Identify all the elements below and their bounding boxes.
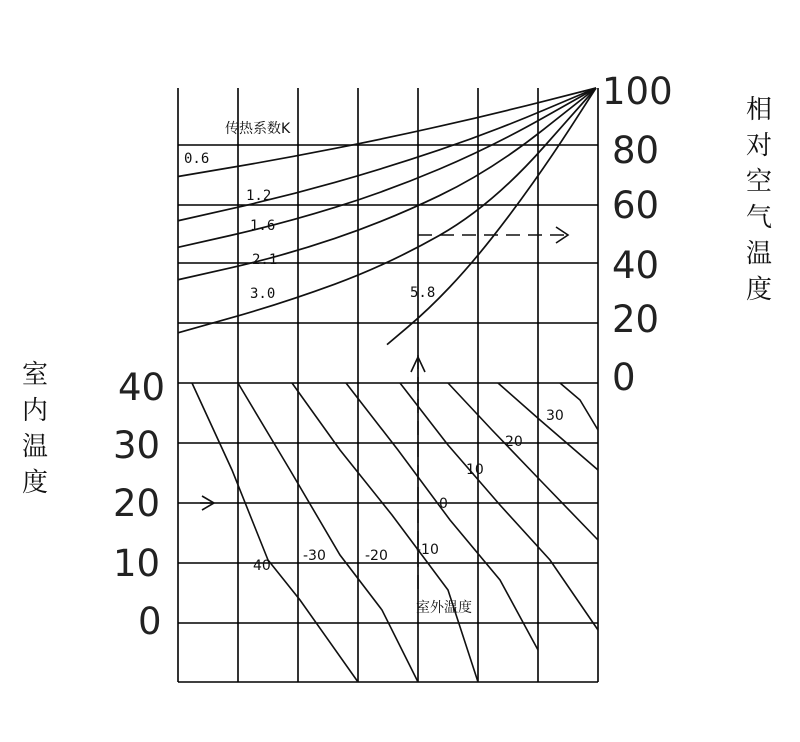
indoor-tick-20: 20 — [113, 482, 161, 525]
rh-axis-title — [744, 92, 774, 308]
reading-arrows — [200, 227, 568, 590]
outdoor-line-20 — [498, 383, 598, 470]
indoor-tick-30: 30 — [113, 424, 161, 467]
temperature-lines — [192, 383, 598, 682]
k-label-3-0: 3.0 — [250, 286, 276, 302]
rh-tick-80: 80 — [612, 129, 660, 172]
outdoor-line--30 — [238, 383, 418, 682]
k-label-2-1: 2.1 — [252, 252, 278, 268]
indoor-tick-10: 10 — [113, 542, 161, 585]
outdoor-caption: 室外温度 — [416, 600, 472, 616]
outdoor-line--20 — [292, 383, 478, 682]
k-curve-1-2 — [178, 88, 596, 221]
outdoor-label-neg30: -30 — [303, 548, 326, 564]
grid-lines — [178, 88, 598, 682]
indoor-tick-40: 40 — [118, 366, 166, 409]
outdoor-label-40: 40 — [253, 558, 271, 574]
rh-axis-title-text: 相 对 空 气 温 度 — [745, 95, 772, 305]
outdoor-label-0: 0 — [439, 496, 448, 512]
rh-tick-100: 100 — [602, 70, 673, 113]
outdoor-line-30 — [560, 383, 598, 430]
outdoor-label-neg20: -20 — [365, 548, 388, 564]
outdoor-line-40 — [192, 383, 358, 682]
outdoor-label-neg10: -10 — [416, 542, 439, 558]
outdoor-label-20: 20 — [505, 434, 523, 450]
rh-tick-20: 20 — [612, 298, 660, 341]
rh-tick-40: 40 — [612, 244, 660, 287]
k-curve-2-1 — [178, 88, 596, 280]
outdoor-line-0 — [400, 383, 598, 630]
indoor-axis-title-text: 室 内 温 度 — [21, 360, 48, 498]
k-caption: 传热系数K — [225, 121, 291, 137]
outdoor-label-10: 10 — [466, 462, 484, 478]
k-label-1-2: 1.2 — [246, 188, 272, 204]
k-label-5-8: 5.8 — [410, 285, 436, 301]
rh-tick-60: 60 — [612, 184, 660, 227]
indoor-axis-title — [20, 357, 50, 501]
k-label-0-6: 0.6 — [184, 151, 210, 167]
k-label-1-6: 1.6 — [250, 218, 276, 234]
indoor-tick-0: 0 — [138, 600, 162, 643]
outdoor-label-30: 30 — [546, 408, 564, 424]
rh-tick-0: 0 — [612, 356, 636, 399]
